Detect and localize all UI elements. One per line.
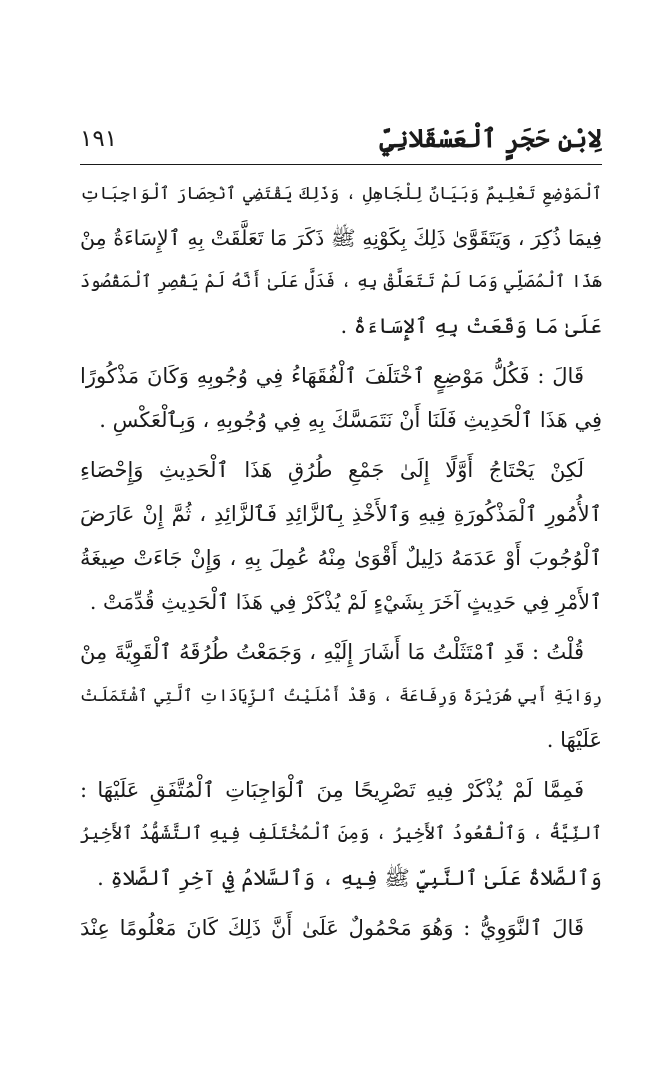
text-line: قُلْتُ : قَدِ ٱمْتَثَلْتُ مَا أَشَارَ إِلَيْهِ ، وَجَمَعْتُ طُرُقَهُ ٱلْقَوِيَّةَ مِنْ	[80, 640, 584, 664]
text-line: ٱلأُمُورِ ٱلْمَذْكُورَةِ فِيهِ وَٱلأَخْذِ بِٱلزَّائِدِ فَٱلزَّائِدِ ، ثُمَّ إِنْ عَارَضَ	[80, 502, 602, 526]
page-header	[80, 118, 602, 162]
text-line: رِوَايَةِ أَبِي هُرَيْرَةَ وَرِفَاعَةَ ، وَقَدْ أَمْلَيْتُ ٱلزِّيَادَاتِ ٱلَّتِي ٱشْتَمَلَتْ	[80, 686, 602, 705]
text-line: هَذَا ٱلْمُصَلِّي وَمَا لَمْ تَتَعَلَّقْ بِهِ ، فَدَلَّ عَلَىٰ أَنَّهُ لَمْ يَقْصِرِ ٱلْمَقْصُودَ	[80, 272, 602, 292]
text-line: عَلَىٰ مَا وَقَعَتْ بِهِ ٱلإِسَاءَةُ .	[340, 314, 602, 338]
text-line: فِي هَذَا ٱلْحَدِيثِ فَلَنَا أَنْ نَتَمَسَّكَ بِهِ فِي وُجُوبِهِ ، وَبِٱلْعَكْسِ .	[99, 408, 602, 432]
text-line: ٱلأَمْرِ فِي حَدِيثٍ آخَرَ بِشَيْءٍ لَمْ يُذْكَرْ فِي هَذَا ٱلْحَدِيثِ قُدِّمَتْ .	[89, 590, 602, 614]
text-line: عَلَيْهَا .	[546, 728, 602, 752]
text-line: ٱلْوُجُوبَ أَوْ عَدَمَهُ دَلِيلٌ أَقْوَىٰ مِنْهُ عُمِلَ بِهِ ، وَإِنْ جَاءَتْ صِيغَةُ	[80, 546, 602, 570]
paragraph	[80, 448, 602, 624]
text-line: فَمِمَّا لَمْ يُذْكَرْ فِيهِ تَصْرِيحًا مِنَ ٱلْوَاجِبَاتِ ٱلْمُتَّفَقِ عَلَيْهَا :	[80, 778, 584, 802]
text-line: وَٱلصَّلاةُ عَلَىٰ ٱلنَّبِيِّ ﷺ فِيهِ ، وَٱلسَّلامُ فِي آخِرِ ٱلصَّلاةِ .	[97, 866, 602, 890]
paragraph	[80, 630, 602, 762]
text-line: قَالَ : فَكُلُّ مَوْضِعٍ ٱخْتَلَفَ ٱلْفُقَهَاءُ فِي وُجُوبِهِ وَكَانَ مَذْكُورًا	[80, 364, 584, 388]
text-line: ٱلنِّيَّةُ ، وَٱلْقُعُودُ ٱلأَخِيرُ ، وَمِنَ ٱلْمُخْتَلَفِ فِيهِ ٱلتَّشَهُّدُ ٱلأَخِيرُ	[80, 823, 602, 844]
paragraph	[80, 906, 602, 950]
running-title: لِابْنِ حَجَرٍ ٱلْعَسْقَلانِيِّ	[379, 124, 602, 153]
text-line: لَكِنْ يَحْتَاجُ أَوَّلًا إِلَىٰ جَمْعِ طُرُقِ هَذَا ٱلْحَدِيثِ وَإِحْصَاءِ	[80, 458, 584, 482]
paragraph	[80, 172, 602, 348]
paragraph	[80, 354, 602, 442]
text-line: ٱلْمَوْضِعِ تَعْلِيمٌ وَبَيَانٌ لِلْجَاهِلِ ، وَذَلِكَ يَقْتَضِي ٱنْحِصَارَ ٱلْوَاجِبَاتِ	[80, 184, 602, 204]
text-line: قَالَ ٱلنَّوَوِيُّ : وَهُوَ مَحْمُولٌ عَلَىٰ أَنَّ ذَلِكَ كَانَ مَعْلُومًا عِنْدَ	[80, 916, 584, 940]
text-line: فِيمَا ذُكِرَ ، وَيَتَقَوَّىٰ ذَلِكَ بِكَوْنِهِ ﷺ ذَكَرَ مَا تَعَلَّقَتْ بِهِ ٱلإِسَاءَةُ مِنْ	[80, 226, 602, 250]
body-text	[80, 172, 602, 956]
header-rule	[80, 164, 602, 165]
paragraph	[80, 768, 602, 900]
page-number: ١٩١	[80, 126, 118, 152]
